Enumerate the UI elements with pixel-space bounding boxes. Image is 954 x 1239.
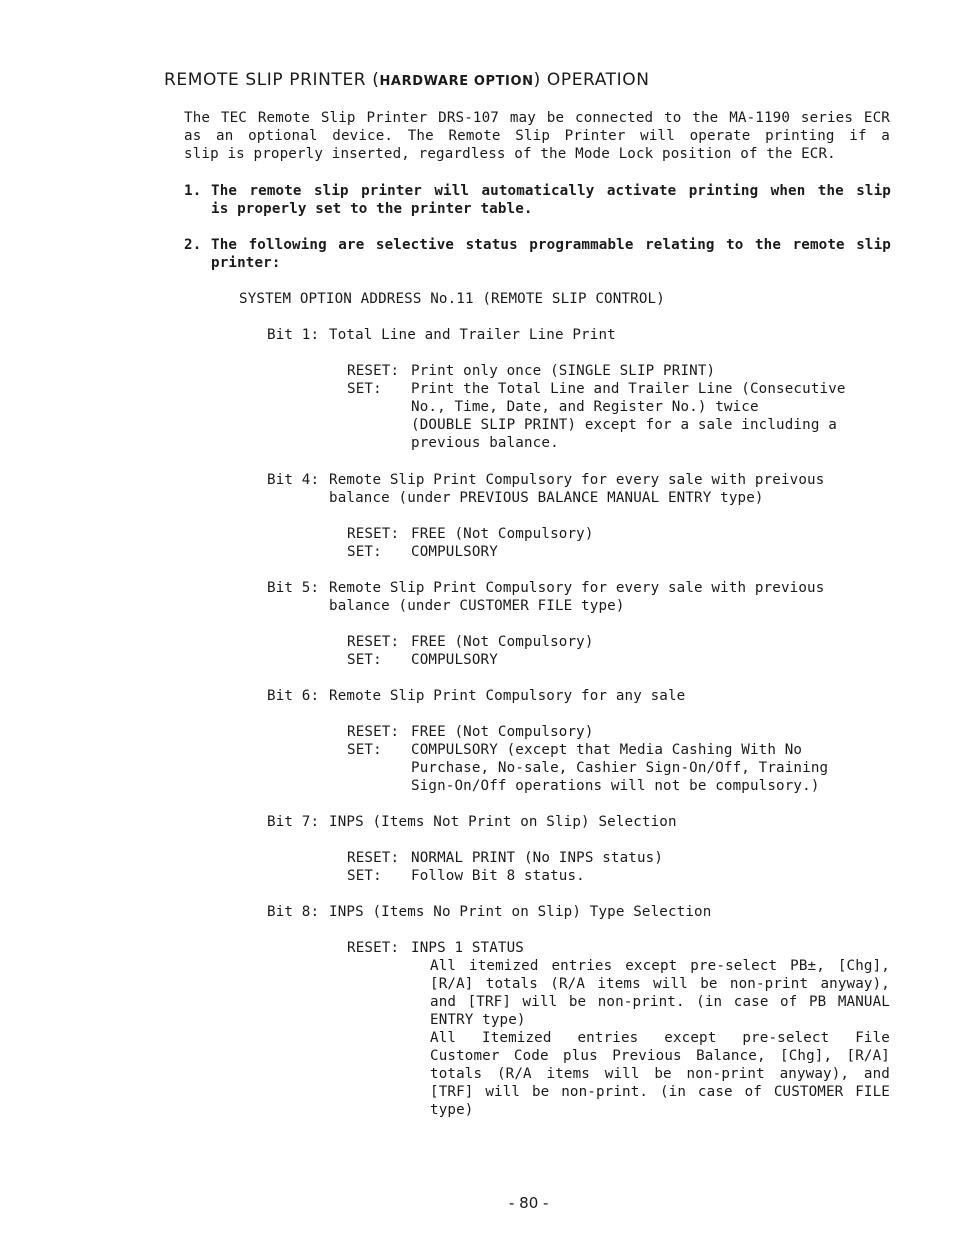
page-number: - 80 - — [509, 1194, 549, 1212]
bit-description: Total Line and Trailer Line Print — [329, 327, 616, 343]
bit-description: balance (under CUSTOMER FILE type) — [329, 598, 625, 614]
intro-line: The TEC Remote Slip Printer DRS-107 may be connected to the MA-1190 series ECR — [184, 110, 890, 126]
bit-description: INPS (Items Not Print on Slip) Selection — [329, 814, 677, 830]
list-number: 1. — [184, 183, 202, 199]
title-part-1: REMOTE SLIP PRINTER ( — [164, 70, 380, 90]
option-text: Purchase, No-sale, Cashier Sign-On/Off, Training — [411, 760, 829, 776]
inps-text-line: [R/A] totals (R/A items will be non-print anyway), — [430, 976, 890, 992]
bit-description: balance (under PREVIOUS BALANCE MANUAL ENTRY type) — [329, 490, 764, 506]
option-text: Print only once (SINGLE SLIP PRINT) — [411, 363, 716, 379]
option-text: Print the Total Line and Trailer Line (Consecutive — [411, 381, 846, 397]
list-item-line: is properly set to the printer table. — [211, 201, 533, 217]
option-text: FREE (Not Compulsory) — [411, 526, 594, 542]
bit-description: INPS (Items No Print on Slip) Type Selection — [329, 904, 712, 920]
inps-text-line: All itemized entries except pre-select PB±, [Chg], — [430, 958, 890, 974]
list-item-line: printer: — [211, 255, 281, 271]
option-text: COMPULSORY (except that Media Cashing With No — [411, 742, 803, 758]
system-option-address: SYSTEM OPTION ADDRESS No.11 (REMOTE SLIP CONTROL) — [239, 291, 665, 307]
option-text: NORMAL PRINT (No INPS status) — [411, 850, 664, 866]
bit-description: Remote Slip Print Compulsory for every sale with previous — [329, 580, 825, 596]
option-key: SET: — [347, 868, 382, 884]
option-key: SET: — [347, 742, 382, 758]
option-key: RESET: — [347, 724, 400, 740]
bit-label: Bit 1: — [267, 327, 320, 343]
option-key: SET: — [347, 381, 382, 397]
inps-text-line: Customer Code plus Previous Balance, [Chg], [R/A] — [430, 1048, 890, 1064]
page-title — [164, 70, 650, 90]
list-number: 2. — [184, 237, 202, 253]
inps-text-line: and [TRF] will be non-print. (in case of PB MANUAL — [430, 994, 890, 1010]
inps-text-line: [TRF] will be non-print. (in case of CUSTOMER FILE — [430, 1084, 890, 1100]
title-part-3: ) OPERATION — [533, 70, 650, 90]
inps-text-line: ENTRY type) — [430, 1012, 526, 1028]
option-text: COMPULSORY — [411, 544, 498, 560]
option-text: INPS 1 STATUS — [411, 940, 524, 956]
option-key: RESET: — [347, 363, 400, 379]
bit-label: Bit 4: — [267, 472, 320, 488]
intro-line: slip is properly inserted, regardless of the Mode Lock position of the ECR. — [184, 146, 836, 162]
bit-label: Bit 5: — [267, 580, 320, 596]
option-text: FREE (Not Compulsory) — [411, 724, 594, 740]
title-part-2: HARDWARE OPTION — [379, 74, 534, 89]
bit-label: Bit 8: — [267, 904, 320, 920]
option-text: FREE (Not Compulsory) — [411, 634, 594, 650]
bit-description: Remote Slip Print Compulsory for every sale with preivous — [329, 472, 825, 488]
bit-label: Bit 6: — [267, 688, 320, 704]
option-key: RESET: — [347, 940, 400, 956]
list-item-line: The remote slip printer will automatically activate printing when the slip — [211, 183, 891, 199]
option-key: RESET: — [347, 850, 400, 866]
bit-description: Remote Slip Print Compulsory for any sale — [329, 688, 686, 704]
option-text: No., Time, Date, and Register No.) twice — [411, 399, 759, 415]
intro-line: as an optional device. The Remote Slip Printer will operate printing if a — [184, 128, 890, 144]
option-key: SET: — [347, 652, 382, 668]
option-text: previous balance. — [411, 435, 559, 451]
option-text: Follow Bit 8 status. — [411, 868, 585, 884]
option-text: (DOUBLE SLIP PRINT) except for a sale including a — [411, 417, 837, 433]
option-key: RESET: — [347, 634, 400, 650]
inps-text-line: totals (R/A items will be non-print anyway), and — [430, 1066, 890, 1082]
inps-text-line: type) — [430, 1102, 474, 1118]
option-key: RESET: — [347, 526, 400, 542]
inps-text-line: All Itemized entries except pre-select File — [430, 1030, 890, 1046]
bit-label: Bit 7: — [267, 814, 320, 830]
option-text: Sign-On/Off operations will not be compulsory.) — [411, 778, 820, 794]
option-key: SET: — [347, 544, 382, 560]
list-item-line: The following are selective status programmable relating to the remote slip — [211, 237, 891, 253]
option-text: COMPULSORY — [411, 652, 498, 668]
